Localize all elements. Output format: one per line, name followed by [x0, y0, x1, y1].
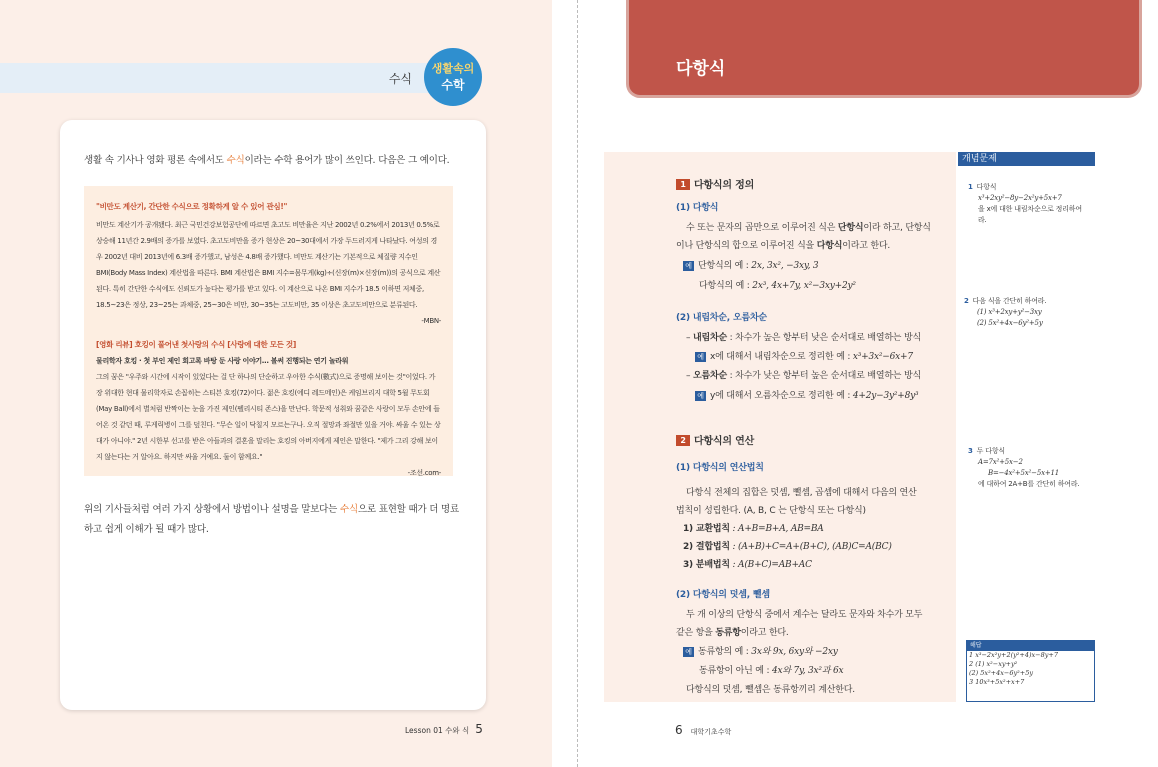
s1-example2: [699, 278, 856, 291]
law-associative: [683, 539, 892, 552]
question-1: [968, 182, 1082, 226]
badge-line1: 생활속의: [431, 62, 475, 75]
concept-problems-tab: 개념문제: [958, 152, 1095, 166]
intro-text-b: 이라는 수학 용어가 많이 쓰인다. 다음은 그 예이다.: [244, 155, 450, 166]
outro-text-b: 으로 표현할 때가 더 명료하고 쉽게 이해가 될 때가 많다.: [84, 504, 459, 535]
intro-highlight: 수식: [226, 155, 245, 166]
s2-para3: 두 개 이상의 단항식 중에서 계수는 달라도 문자와 차수가 모두: [686, 610, 923, 620]
left-footer-text: Lesson 01 수와 식: [405, 726, 470, 735]
left-page: [0, 0, 552, 767]
section1-number: 1: [676, 179, 690, 190]
s2-ex1-label: 동류항의 예 :: [698, 647, 752, 657]
s1-example4: [695, 388, 918, 401]
law3-math: : A(B+C)=AB+AC: [729, 560, 812, 570]
s1-sub2: (2) 내림차순, 오름차순: [676, 313, 767, 323]
s1-ex4-label: y에 대해서 오름차순으로 정리한 예 :: [710, 391, 853, 401]
s2-ex2-math: 4x와 7y, 3x²과 6x: [771, 666, 844, 676]
section1-heading: [676, 176, 754, 191]
quote2-subtitle: 물리학자 호킹 · 첫 부인 제인 회고록 바탕 둔 사랑 이야기… 볼써 진행되는 연기 놀라워: [96, 357, 349, 365]
s1-para2-a: 이나 단항식의 합으로 이루어진 식을: [676, 241, 817, 251]
s2-sub2: (2) 다항식의 덧셈, 뺄셈: [676, 590, 770, 600]
s2-para1: 다항식 전체의 집합은 덧셈, 뺄셈, 곱셈에 대해서 다음의 연산: [686, 488, 917, 498]
answer-1: 1 x³−2x²y+2(y²+4)x−8y+7: [969, 651, 1059, 659]
example-icon: 예: [683, 647, 694, 657]
q1-line2: x³+2xy²−8y−2x²y+5x+7: [978, 194, 1062, 202]
law-distributive: [683, 557, 812, 570]
topic-band: [0, 63, 440, 93]
s1-asc-b: 오름차순: [692, 371, 727, 381]
q3-line1: 두 다항식: [976, 447, 1005, 455]
section2-number: 2: [676, 435, 690, 446]
s1-para2: [676, 238, 890, 251]
law2-label: 2) 결합법칙: [683, 542, 730, 552]
q1-line1: 다항식: [976, 183, 997, 191]
s1-ex1-math: 2x, 3x², −3xy, 3: [751, 261, 819, 271]
quote1-body: 비만도 계산기가 공개됐다. 최근 국민건강보험공단에 따르면 초고도 비만율은 지난 2002년 0.2%에서 2013년 0.5%로 상승해 11년간 2.9배의 증가를 보였다. 초고도비만을 증가 현상은 20~30대에서 가장 두드러지게 나타났다. 여성의 경우 2002년 대비 2013년에 6.3배 증가했고, 남성은 4.8배 증가했다. 비만도 계산기는 기본적으로 체질량 지수인 BMI(Body Mass Index) 계산법을 따른다. BMI 계산법은 BMI 지수=몸무게(kg)÷(신장(m)×신장(m))의 공식으로 계산된다. 특히 간단한 수식에도 신뢰도가 높다는 평가를 받고 있다. 이 계산으로 나온 BMI 지수가 18.5 이하면 저체중, 18.5~23은 정상, 23~25는 과체중, 25~30은 비만, 30~35는 고도비만, 35 이상은 초고도비만으로 분류된다.: [96, 221, 441, 309]
q2-number: 2: [964, 297, 969, 305]
q1-line4: 라.: [978, 216, 987, 224]
quote2-source: -조선.com-: [407, 469, 441, 477]
s2-sub1: (1) 다항식의 연산법칙: [676, 463, 764, 473]
s2-para4-c: 이라고 한다.: [740, 628, 789, 638]
law2-math: : (A+B)+C=A+(B+C), (AB)C=A(BC): [729, 542, 892, 552]
s1-sub1: (1) 다항식: [676, 203, 719, 213]
content-card: [60, 120, 486, 710]
law3-label: 3) 분배법칙: [683, 560, 730, 570]
s1-example1: [683, 258, 818, 271]
s1-para1-c: 이라 하고, 단항식: [863, 223, 931, 233]
q2-line3: (2) 5x²+4x−6y²+5y: [977, 319, 1043, 327]
s2-ex1-math: 3x와 9x, 6xy와 −2xy: [751, 647, 838, 657]
s2-para4-a: 같은 항을: [676, 628, 716, 638]
s2-para4: [676, 625, 789, 638]
q1-line3: 을 x에 대한 내림차순으로 정리하여: [978, 205, 1082, 213]
s1-ex3-math: x³+3x²−6x+7: [852, 352, 913, 362]
q3-line3: B=−4x²+5x²−5x+11: [988, 469, 1059, 477]
intro-text-a: 생활 속 기사나 영화 평론 속에서도: [84, 155, 227, 166]
quote2-body: 그의 꿈은 "우주와 시간에 시작이 있었다는 걸 단 하나의 단순하고 우아한 수식(數式)으로 증명해 보이는 것"이었다. 가장 위대한 현대 물리학자로 손꼽히는 스티븐 호킹(72)이다. 젊은 호킹(에디 레드메인)은 케임브리지 대학 5월 무도회(May Ball)에서 별처럼 반짝이는 눈을 가진 제인(펠리시티 존스)을 만난다. 학문적 성취와 꿈같은 사랑이 모두 손안에 들어온 것 같던 때, 루게릭병이 그를 덮친다. "무슨 일이 닥칠지 모르는구나. 오직 절망과 좌절만 있을 거야. 싸울 수 있는 상대가 아니야." 2년 시한부 선고를 받은 아들과의 결혼을 말리는 호킹의 아버지에게 제인은 말한다. "제가 그리 강해 보이지 않는다는 거 알아요. 하지만 싸울 거예요. 둘이 함께요.": [96, 373, 441, 461]
s2-para5: 다항식의 덧셈, 뺄셈은 동류항끼리 계산한다.: [686, 685, 855, 695]
intro-paragraph: [84, 152, 464, 166]
s1-ex2-label: 다항식의 예 :: [699, 281, 753, 291]
q2-line1: 다음 식을 간단히 하여라.: [972, 297, 1047, 305]
question-2: [964, 296, 1046, 329]
badge-line2: 수학: [441, 78, 465, 92]
s1-para2-b: 다항식: [816, 241, 843, 251]
answer-2: 2 (1) x²−xy+y²: [969, 660, 1018, 668]
chapter-header: [626, 0, 1142, 98]
s1-desc-b: 내림차순: [692, 333, 727, 343]
section1-title: 다항식의 정의: [694, 180, 755, 191]
s1-para1-b: 단항식: [837, 223, 864, 233]
example-icon: 예: [695, 352, 706, 362]
s2-ex2-label: 동류항이 아닌 예 :: [699, 666, 772, 676]
q3-line2: A=7x²+5x−2: [978, 458, 1023, 466]
s2-para4-b: 동류항: [715, 628, 741, 638]
quote2-title: [영화 리뷰] 호킹이 풀어낸 첫사랑의 수식 [사랑에 대한 모든 것]: [96, 340, 296, 349]
example-icon: 예: [695, 391, 706, 401]
quote1-source: -MBN-: [421, 317, 441, 325]
s1-ex1-label: 단항식의 예 :: [698, 261, 752, 271]
s2-example2: [699, 663, 843, 676]
outro-highlight: 수식: [339, 504, 358, 515]
s2-para2: 법칙이 성립한다. (A, B, C 는 단항식 또는 다항식): [676, 506, 866, 516]
q3-line4: 에 대하여 2A+B를 간단히 하여라.: [978, 480, 1080, 488]
s1-ex3-label: x에 대해서 내림차순으로 정리한 예 :: [710, 352, 853, 362]
topic-label: 수식: [388, 72, 412, 86]
article-quote-box: [84, 186, 453, 476]
s1-ex4-math: 4+2y−3y²+8y³: [852, 391, 919, 401]
chapter-title: 다항식: [676, 59, 726, 79]
s1-para2-c: 이라고 한다.: [842, 241, 890, 251]
answer-tab: 해답: [967, 641, 1094, 651]
s1-desc-desc: – 내림차순 : 차수가 높은 항부터 낮은 순서대로 배열하는 방식: [686, 333, 921, 343]
right-footer: [675, 723, 731, 737]
q3-number: 3: [968, 447, 973, 455]
outro-text-a: 위의 기사들처럼 여러 가지 상황에서 방법이나 설명을 말보다는: [84, 504, 340, 515]
left-footer: [405, 722, 483, 736]
quote1-title: "비만도 계산기, 간단한 수식으로 정확하게 알 수 있어 관심!": [96, 202, 288, 211]
law-commutative: [683, 521, 824, 534]
s1-para1: [686, 220, 931, 233]
q2-line2: (1) x³+2xy+y²−3xy: [977, 308, 1042, 316]
section2-title: 다항식의 연산: [694, 436, 755, 447]
s1-desc-text: : 차수가 높은 항부터 낮은 순서대로 배열하는 방식: [726, 333, 921, 343]
section-badge: [424, 48, 482, 106]
right-footer-text: 대학기초수학: [690, 728, 732, 736]
s1-asc-desc: – 오름차순 : 차수가 낮은 항부터 높은 순서대로 배열하는 방식: [686, 371, 921, 381]
s1-asc-text: : 차수가 낮은 항부터 높은 순서대로 배열하는 방식: [726, 371, 921, 381]
s1-para1-a: 수 또는 문자의 곱만으로 이루어진 식은: [686, 223, 838, 233]
left-page-number: 5: [475, 722, 483, 736]
example-icon: 예: [683, 261, 694, 271]
q1-number: 1: [968, 183, 973, 191]
law1-math: : A+B=B+A, AB=BA: [729, 524, 824, 534]
s1-ex2-math: 2x³, 4x+7y, x²−3xy+2y²: [752, 281, 856, 291]
answer-box: [966, 640, 1095, 702]
right-page-number: 6: [675, 723, 683, 737]
outro-paragraph: [84, 500, 464, 540]
question-3: [968, 446, 1079, 490]
s2-example1: [683, 644, 838, 657]
section2-heading: [676, 432, 754, 447]
s1-example3: [695, 349, 913, 362]
page-gutter: [577, 0, 578, 767]
answer-3: 3 10x³+5x²+x+7: [969, 678, 1025, 686]
answer-2b: (2) 5x²+4x−6y²+5y: [969, 669, 1034, 677]
law1-label: 1) 교환법칙: [683, 524, 730, 534]
